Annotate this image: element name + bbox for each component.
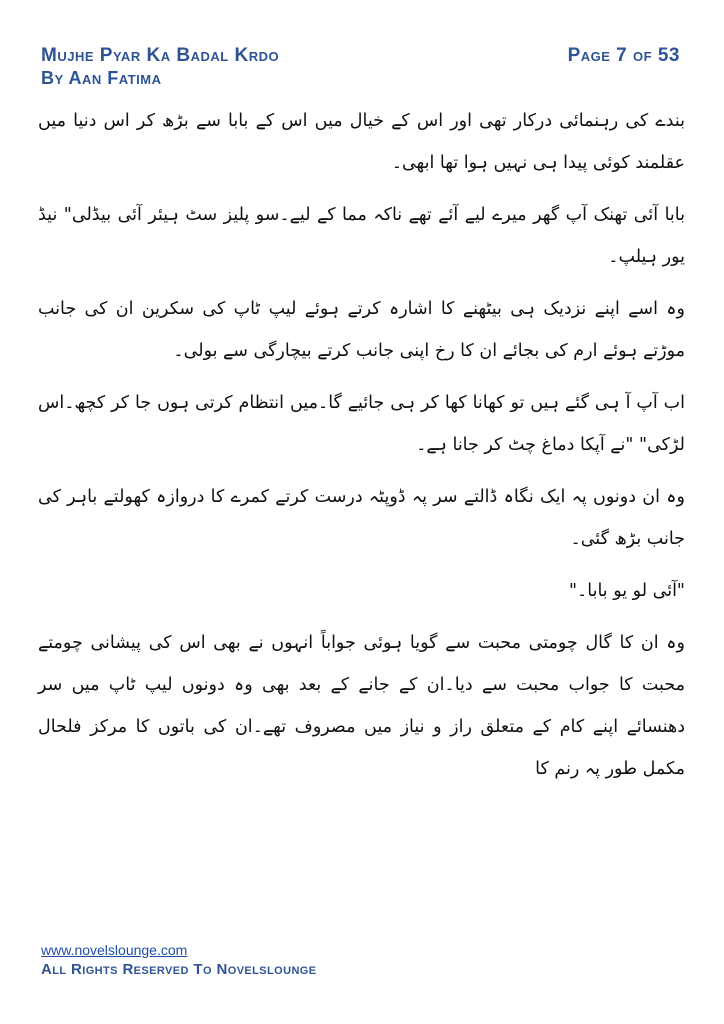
website-link[interactable]: www.novelslounge.com: [41, 942, 188, 958]
novel-title: Mujhe Pyar Ka Badal Krdo: [41, 45, 280, 66]
paragraph: اب آپ آ ہی گئے ہیں تو کھانا کھا کر ہی جائیے گا۔میں انتظام کرتی ہوں جا کر کچھ۔اس لڑکی" "نے آپکا دماغ چٹ کر جانا ہے۔: [38, 393, 685, 455]
story-text: [38, 100, 685, 800]
paragraph: وہ اسے اپنے نزدیک ہی بیٹھنے کا اشارہ کرتے ہوئے لیپ ٹاپ کی سکرین ان کی جانب موڑتے ہوئے ارم کی بجائے ان کا رخ اپنی جانب کرتے بیچارگی سے بولی۔: [38, 299, 685, 361]
paragraph: "آئی لو یو بابا۔": [568, 581, 685, 601]
page-number: Page 7 of 53: [567, 45, 680, 66]
paragraph: وہ ان دونوں پہ ایک نگاہ ڈالتے سر پہ ڈوپٹہ درست کرتے کمرے کا دروازہ کھولتے باہر کی جانب بڑھ گئی۔: [38, 487, 685, 549]
author-name: By Aan Fatima: [41, 68, 162, 88]
paragraph: بندے کی رہنمائی درکار تھی اور اس کے خیال میں اس کے بابا سے بڑھ کر اس دنیا میں عقلمند کوئی پیدا ہی نہیں ہوا تھا ابھی۔: [38, 111, 685, 173]
paragraph: وہ ان کا گال چومتی محبت سے گویا ہوئی جواباً انہوں نے بھی اس کی پیشانی چومتے محبت کا جواب محبت سے دیا۔ان کے جانے کے بعد بھی وہ دونوں لیپ ٹاپ میں سر دھنسائے اپنے کام کے متعلق راز و نیاز میں مصروف تھے۔ان کی باتوں کا مرکز فلحال مکمل طور پہ رنم کا: [38, 633, 685, 779]
paragraph: بابا آئی تھنک آپ گھر میرے لیے آئے تھے ناکہ مما کے لیے۔سو پلیز سٹ ہیئر آئی بیڈلی" نیڈ یور ہیلپ۔: [38, 205, 685, 267]
copyright-notice: All Rights Reserved To Novelslounge: [41, 961, 317, 978]
